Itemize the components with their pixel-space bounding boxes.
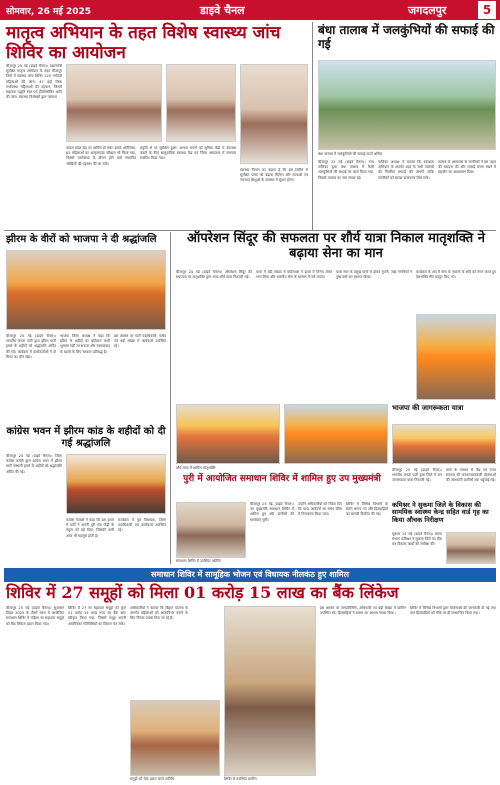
bank-caption-1: समूहों को चेक प्रदान करते अतिथि [130,777,174,781]
commission-photo [446,532,496,564]
sindoor-col-3: यात्रा नगर के प्रमुख मार्गों से होकर गुजरी, जहां नागरिकों ने पुष्प वर्षा कर स्वागत किया। [336,270,412,280]
page-number: 5 [478,1,496,19]
sindoor-headline: ऑपरेशन सिंदूर की सफलता पर शौर्य यात्रा निकाल मातृशक्ति ने बढ़ाया सेना का मान [187,231,485,261]
bank-col-2: शिविर में 27 स्व सहायता समूहों को कुल 01 करोड़ 15 लाख रुपए का बैंक ऋण स्वीकृत किया गया, जिससे समूह अपनी आजीविका गतिविधियों का विस्तार कर सकें। [68,606,126,626]
issue-date: सोमवार, 26 मई 2025 [6,7,92,17]
pond-col-2: पालिका अध्यक्ष ने बताया कि स्वच्छता अभियान के अंतर्गत शहर के सभी तालाबों की नियमित सफाई की जाएगी ताकि नागरिकों को स्वच्छ वातावरण मिल सके। [378,160,434,180]
camp-photo [176,502,246,558]
divider [312,22,313,230]
tribute-col-2: भाजपा जिला अध्यक्ष ने कहा कि झीरम के शहीदों का बलिदान कभी भुलाया नहीं जा सकता और नक्सलवाद के खात्मे के लिए सरकार प्रतिबद्ध है। [60,334,110,354]
edition-city: जगदलपुर [408,4,447,17]
health-col-3: प्रकृति से पर सुरक्षित हुआ। आश्रम भवनों को सुविधा केंद्रों में उपलब्ध कराने के लिए सामुदायिक स्वास्थ्य केंद्र एवं जिला अस्पताल में समन्वय स्थापित किया गया। [140,146,236,161]
camp-col-1: बीजापुर 25 मई (डाइवे चैनल)। उप मुख्यमंत्री समाधान शिविर में शामिल हुए और ग्रामीणों की समस्याएं सुनीं। [250,502,294,522]
tribute-photo [6,250,166,330]
pond-photo [318,60,496,150]
bank-col-3: अधिकारियों ने बताया कि बिहान योजना के अंतर्गत महिलाओं को आत्मनिर्भर बनाने के लिए निरंतर प्रयास किए जा रहे हैं। [130,606,188,621]
channel-name: डाइवे चैनल [200,4,245,17]
awareness-col-2: यात्रा के माध्यम से केंद्र एवं राज्य सरकार की जनकल्याणकारी योजनाओं की जानकारी ग्रामीणों तक पहुंचाई गई। [446,468,496,483]
congress-col-3: कार्यक्रम में पूर्व विधायक, जिला पदाधिकारी एवं कार्यकर्ता उपस्थित रहे। [118,518,166,533]
camp-col-2: उन्होंने अधिकारियों को निर्देश दिए कि प्राप्त आवेदनों का समय सीमा में निराकरण किया जाए। [298,502,342,517]
health-col-4: स्वास्थ्य मितान का कहना है कि इस शिविर से सुरक्षित प्रसव को बढ़ावा मिलेगा और माताओं एवं नवजात शिशुओं के स्वास्थ्य में सुधार होगा। [240,168,308,183]
camp-col-3: शिविर में विभिन्न विभागों के स्टॉल लगाए गए और हितग्राहियों को सामग्री वितरित की गई। [346,502,388,517]
bank-col-4: इस अवसर पर जनप्रतिनिधि, अधिकारी एवं बड़ी संख्या में ग्रामीण उपस्थित रहे। हितग्राहियों ने शासन का आभार व्यक्त किया। [320,606,406,616]
bank-photo-2 [224,606,316,776]
bank-col-1: बीजापुर 25 मई (डाइवे चैनल)। सुशासन तिहार 2025 के तीसरे चरण में आयोजित समाधान शिविर में महिला स्व सहायता समूहों को बैंक लिंकेज प्रदान किया गया। [6,606,64,626]
pond-col-3: तालाब के आसपास के नागरिकों ने इस पहल की सराहना की और सफाई बनाए रखने में सहयोग का आश्वासन दिया। [438,160,496,175]
bank-col-5: शिविर में विभिन्न विभागों द्वारा योजनाओं की जानकारी दी गई तथा पात्र हितग्राहियों को मौके पर ही लाभान्वित किया गया। [410,606,496,616]
bank-photo [130,700,220,776]
commission-col-1: सुकमा 25 मई (डाइवे चैनल)। बस्तर संभाग कमिश्नर ने सुकमा जिले का दौरा कर विकास कार्यों की समीक्षा की। [392,532,442,547]
camp-caption: समाधान शिविर में उपस्थित अतिथि [176,559,221,563]
sindoor-photo-2 [176,404,280,464]
section-banner: समाधान शिविर में सामूहिक भोजन एवं विधायक नीलकंठ हुए शामिल [4,568,496,582]
sindoor-col-2: यात्रा में बड़ी संख्या में महिलाओं ने हाथों में तिरंगा लेकर भाग लिया और भारतीय सेना के सम्मान में नारे लगाए। [256,270,332,280]
tribute-col-1: बीजापुर 25 मई (डाइवे चैनल)। भारतीय जनता पार्टी द्वारा झीरम घाटी हमले के शहीदों को श्रद्धांजलि अर्पित की गई। कार्यक्रम में कार्यकर्ताओं ने दो मिनट का मौन रखा। [6,334,56,359]
tribute-headline: झीरम के वीरों को भाजपा ने दी श्रद्धांजलि [6,234,157,245]
health-headline: मातृत्व अभियान के तहत विशेष स्वास्थ्य जांच शिविर का आयोजन [6,23,281,63]
awareness-headline: भाजपा की जागरूकता यात्रा [392,403,464,412]
sindoor-photo-3 [284,404,388,464]
tribute-col-3: इस अवसर पर पार्टी पदाधिकारी, पार्षद एवं बड़ी संख्या में कार्यकर्ता उपस्थित रहे। [114,334,166,349]
sindoor-caption: शौर्य यात्रा में शामिल मातृशक्ति [176,466,216,470]
camp-headline: पुरी में आयोजित समाधान शिविर में शामिल हुए उप मुख्यमंत्री [183,474,381,484]
health-col-2: ताकत प्रदेश केंद्र पर शामिल हो सके। इसके अतिरिक्त, 82 महिलाओं का अल्ट्रासाउंड परीक्षण भी किया गया, जिससे गर्भावस्था के दौरान होने वाले संभावित जोखिमों की पहचान की जा सके। [66,146,136,166]
masthead [0,0,500,20]
sindoor-col-1: बीजापुर 25 मई (डाइवे चैनल)। ऑपरेशन सिंदूर की सफलता पर मातृशक्ति द्वारा भव्य शौर्य यात्रा निकाली गई। [176,270,252,280]
divider [170,232,171,564]
sindoor-photo [416,314,496,400]
congress-photo [66,454,166,514]
congress-col-2: कांग्रेस नेताओं ने कहा कि इस हमले में पार्टी ने अपनी पूरी एक पीढ़ी के नेतृत्व को खो दिया, जिसकी कमी आज भी महसूस होती है। [66,518,114,538]
pond-col-1: बीजापुर 25 मई (डाइवे चैनल)। नगर पालिका द्वारा बंधा तालाब में फैली जलकुंभियों की सफाई का कार्य किया गया, जिससे तालाब का जल स्वच्छ रहे। [318,160,374,180]
health-photo [66,64,162,142]
bank-caption-2: शिविर में उपस्थित ग्रामीण [224,777,257,781]
bank-headline: शिविर में 27 समूहों को मिला 01 करोड़ 15 लाख का बैंक लिंकेज [6,583,399,602]
awareness-photo [392,424,496,464]
awareness-col-1: बीजापुर 25 मई (डाइवे चैनल)। भारतीय जनता पार्टी द्वारा जिले में जन जागरूकता यात्रा निकाली गई। [392,468,442,483]
pond-headline: बंधा तालाब में जलकुंभियों की सफाई की गई [318,23,495,51]
pond-caption: बंधा तालाब में जलकुंभियों की सफाई करते श्रमिक [318,152,383,156]
commission-headline: कमिश्नर ने सुकमा जिले के विकास की सामयिक स्वास्थ्य केन्द्र सहित वार्ड गृह का किया औचक निरीक्षण [392,501,489,524]
health-photo-3 [240,64,308,164]
congress-headline: कांग्रेस भवन में झीरम कांड के शहीदों को दी गई श्रद्धांजलि [6,426,166,449]
health-col-1: बीजापुर 25 मई (डाइवे चैनल)। प्रधानमंत्री सुरक्षित मातृत्व अभियान के तहत बीजापुर जिले में स्वास्थ्य जांच शिविर 125 गर्भवती महिलाओं की जांच, 47 हाई रिस्क गर्भावस्था महिलाओं की पहचान, जिसमें सहायक पद्धति रक्त एवं हीमोग्लोबिन आदि की जांच, स्वास्थ्य विशेषज्ञों द्वारा परामर्श [6,64,62,100]
health-photo-2 [166,64,236,142]
congress-col-1: बीजापुर 25 मई (डाइवे चैनल)। जिला कांग्रेस कमेटी द्वारा कांग्रेस भवन में झीरम घाटी नक्सली हमले के शहीदों को श्रद्धांजलि अर्पित की गई। [6,454,62,474]
sindoor-col-4: कार्यक्रम के अंत में सेना के जवानों के शौर्य को नमन करते हुए देशभक्ति गीत प्रस्तुत किए गए। [416,270,496,280]
